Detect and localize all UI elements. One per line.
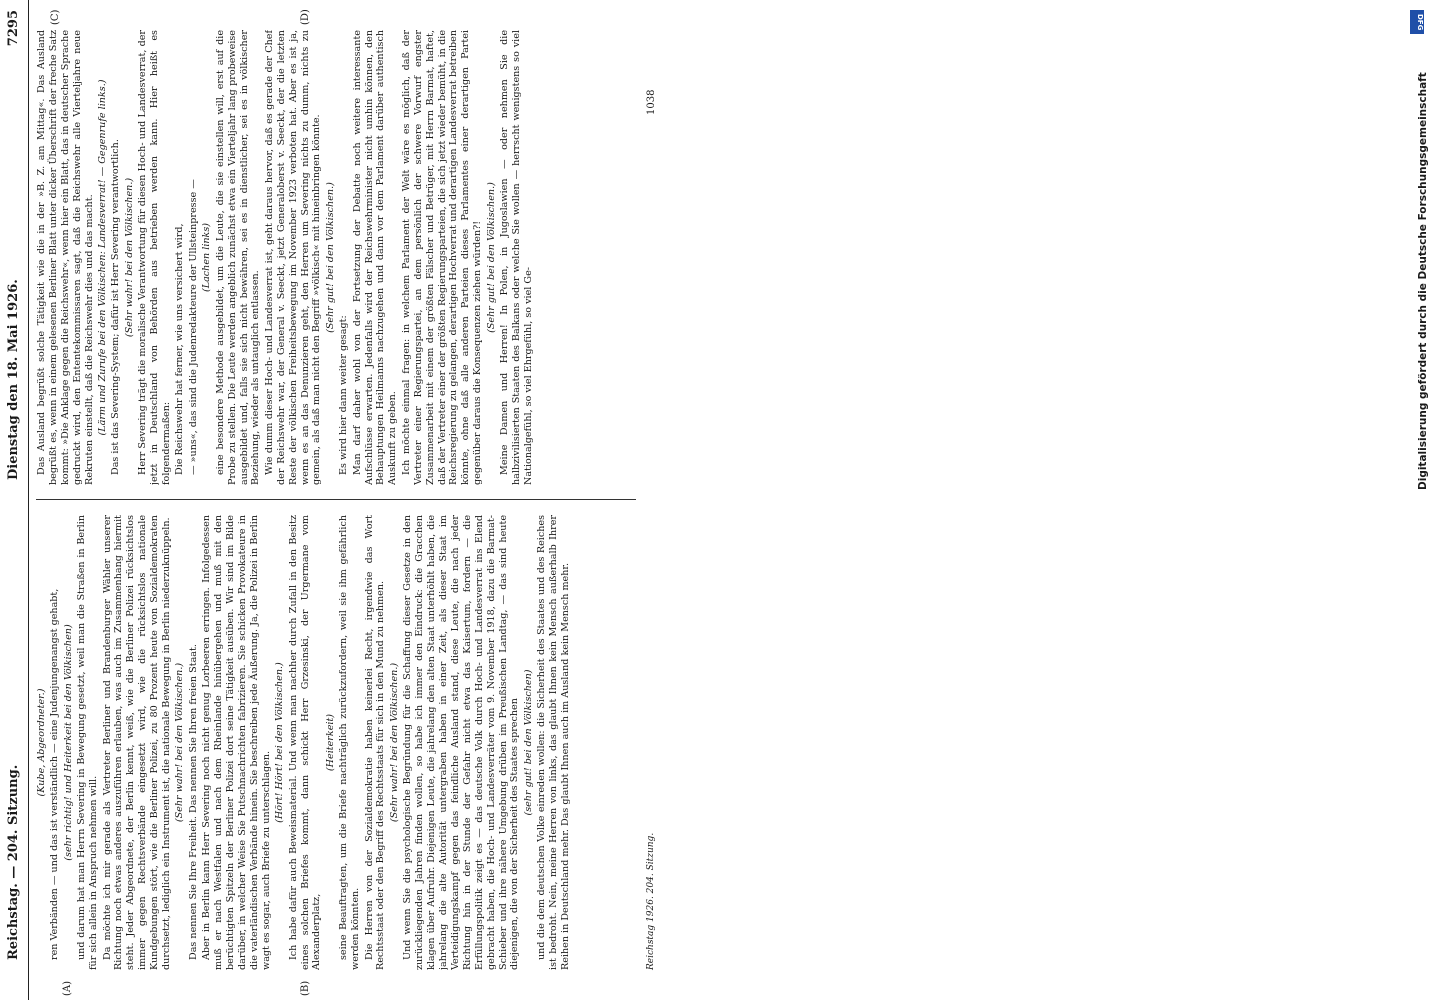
paragraph: (Sehr wahr! bei den Völkischen.) (174, 662, 186, 823)
paragraph: (Hört! Hört! bei den Völkischen.) (274, 662, 286, 823)
column-divider (36, 499, 636, 500)
paragraph: (Lachen links) (201, 222, 213, 293)
paragraph: Und wenn Sie die psychologische Begründung für die Schaffung dieser Gesetze in den zurückliegenden Jahren finden wollen, so habe ich immer den Eindruck: die Gracchen klagen über Aufruhr. Diejenigen Leute, die jahrelang den alten Staat unterhöhlt haben, die jahrelang die alte Autorität untergraben haben in einer Zeit, als dieser Staat im Verteidigungskampf gegen das feindliche Ausland stand, diese Leute, die nach jeder Richtung hin in der Stunde der Gefahr nicht etwa das Kaisertum, fordern — die Erfüllungspolitik zeigt es — das deutsche Volk durch Hoch- und Landesverrat ins Elend gebracht haben, die Hoch- und Landesverräter vom 9. November 1918, dazu die Barmat-Schieber und ihre nähere Umgebung drüben im Preußischen Landtag, — das sind heute diejenigen, die von der Sicherheit des Staates sprechen (402, 515, 521, 970)
left-column (36, 515, 636, 970)
paragraph: Ich möchte einmal fragen: in welchem Parlament der Welt wäre es möglich, daß der Vertreter einer Regierungspartei, an dem persönlich der schwere Vorwurf engster Zusammenarbeit mit einem der größten Fälscher und Betrüger, mit Herrn Barmat, haftet, daß der Vertreter einer der größten Regierungsparteien, die sich jetzt wieder bemüht, in die Reichsregierung zu gelangen, derartigen Hochverrat und derartigen Landesverrat betreiben könnte, ohne daß alle anderen Parteien dieses Parlamentes einer derartigen Partei gegenüber daraus die Konsequenzen ziehen würden?! (400, 30, 484, 485)
paragraph: (sehr richtig! und Heiterkeit bei den Völkischen) (62, 624, 74, 861)
paragraph: (Sehr wahr! bei den Völkischen.) (123, 177, 135, 338)
paragraph: (sehr gut! bei den Völkischen) (522, 669, 534, 816)
dfg-note: Digitalisierung gefördert durch die Deutsche Forschungsgemeinschaft (1417, 72, 1429, 490)
paragraph: seine Beauftragten, um die Briefe nachträglich zurückzufordern, weil sie ihm gefährlich werden könnten. (338, 515, 362, 970)
margin-letter-a: (A) (62, 980, 73, 996)
paragraph: und die dem deutschen Volke einreden wollen: die Sicherheit des Staates und des Reiches ist bedroht. Nein, meine Herren von links, das glaubt Ihnen kein Mensch außerhalb Ihrer Reihen in Deutschland mehr. Das glaubt Ihnen auch im Ausland kein Mensch mehr. (536, 515, 572, 970)
dfg-sidebar (1402, 10, 1432, 990)
paragraph: Das Ausland begrüßt solche Tätigkeit wie die in der »B. Z. am Mittag«. Das Ausland begrüßt es, wenn in einem gelesenen Berliner Blatt unter dicker Überschrift der freche Satz kommt: »Die Anklage gegen die Reichswehr«, wenn hier ein Blatt, das in deutscher Sprache gedruckt wird, den Ententekommissaren sagt, daß die Reichswehr alle Vierteljahre neue Rekruten einstellt, daß die Reichswehr dies und das macht. (36, 30, 95, 485)
paragraph: (Sehr gut! bei den Völkischen.) (324, 182, 336, 333)
paragraph: Das nennen Sie Ihre Freiheit. Das nennen Sie Ihren freien Staat. (187, 644, 199, 960)
right-column (36, 30, 636, 485)
paragraph: (Heiterkeit) (324, 713, 336, 772)
paragraph: (Kube, Abgeordneter.) (36, 688, 47, 797)
paragraph: eine besondere Methode ausgebildet, um die Leute, die sie einstellen will, erst auf die Probe zu stellen. Die Leute werden angeblich zunächst etwa ein Vierteljahr lang probeweise ausgebildet und, falls sie sich nicht bewähren, sei es in dienstlicher, sei es in völkischer Beziehung, wieder als untauglich entlassen. (214, 30, 262, 485)
paragraph: Wie dumm dieser Hoch- und Landesverrat ist, geht daraus hervor, daß es gerade der Chef der Reichswehr war, der General v. Seeckt, jetzt Generaloberst v. Seeckt, der die letzten Reste der völkischen Freiheitsbewegung im November 1923 verboten hat. Aber es ist ja, wenn es an das Denunzieren geht, den Herren um Severing nichts zu dumm, nichts zu gemein, als daß man nicht den Begriff »völkisch« mit hineinbringen könnte. (263, 30, 323, 485)
paragraph: Die Reichswehr hat ferner, wie uns versichert wird, (174, 223, 186, 475)
page-header (0, 0, 28, 1000)
paragraph: Herr Severing trägt die moralische Verantwortung für diesen Hoch- und Landesverrat, der jetzt in Deutschland von Behörden aus betrieben werden kann. Hier heißt es folgendermaßen: (137, 30, 173, 485)
paragraph: Es wird hier dann weiter gesagt: (338, 315, 350, 475)
margin-letter-c: (C) (50, 9, 61, 25)
footer-number: 1038 (646, 89, 657, 115)
paragraph: (Sehr gut! bei den Völkischen.) (485, 182, 497, 333)
header-rule (28, 0, 29, 1000)
footer-left: Reichstag 1926. 204. Sitzung. (646, 832, 656, 970)
header-page-number: 7295 (6, 10, 21, 47)
dfg-logo: DFG (1410, 10, 1424, 34)
paragraph: Da möchte ich mir gerade als Vertreter Berliner und Brandenburger Wähler unserer Richtung noch etwas anderes auszuführen erlauben, was auch im Zusammenhang hiermit steht. Jeder Abgeordnete, der Berlin kennt, weiß, wie die Berliner Polizei rücksichtslos immer gegen Rechtsverbände eingesetzt wird, wie die rücksichtslos nationale Kundgebungen stört, wie die Berliner Polizei, zu 80 Prozent heute von Sozialdemokraten durchsetzt, lediglich ein Instrument ist, die nationale Bewegung in Berlin niederzuknüppeln. (101, 515, 173, 970)
paragraph: (Sehr wahr! bei den Völkischen.) (388, 662, 400, 823)
paragraph: Man darf daher wohl von der Fortsetzung der Debatte noch weitere interessante Aufschlüsse erwarten. Jedenfalls wird der Reichswehrminister nicht umhin können, den Behauptungen Heilmanns nachzugehen und dann vor dem Parlament darüber authentisch Auskunft zu geben. (351, 30, 399, 485)
paragraph: ren Verbänden — und das ist verständlich — eine Judenjungenangst gehabt, (49, 588, 61, 960)
header-center: Dienstag den 18. Mai 1926. (6, 279, 21, 480)
paragraph: Die Herren von der Sozialdemokratie haben keinerlei Recht, irgendwie das Wort Rechtsstaat oder den Begriff des Rechtsstaats für sich in den Mund zu nehmen. (363, 515, 387, 970)
paragraph: (Lärm und Zurufe bei den Völkischen: Landesverrat! — Gegenrufe links.) (97, 79, 109, 436)
paragraph: — »uns«, das sind die Judenredakteure der Ullsteinpresse — (187, 179, 199, 475)
paragraph: Ich habe dafür auch Beweismaterial. Und wenn man nachher durch Zufall in den Besitz eines solchen Briefes kommt, dann schickt Herr Grzesinski, der Urgermane vom Alexanderplatz, (287, 515, 323, 970)
margin-letter-b: (B) (300, 980, 311, 996)
paragraph: und darum hat man Herrn Severing in Bewegung gesetzt, weil man die Straßen in Berlin für sich allein in Anspruch nehmen will. (76, 515, 100, 970)
paragraph: Meine Damen und Herren! In Polen, in Jugoslawien — oder nehmen Sie die halbzivilisierten Staaten des Balkans oder welche Sie wollen — herrscht wenigstens so viel Nationalgefühl, so viel Ehrgefühl, so viel Ge- (499, 30, 534, 485)
paragraph: Aber in Berlin kann Herr Severing noch nicht genug Lorbeeren erringen. Infolgedessen muß er nach Westfalen und nach dem Rheinlande hinübergehen und muß mit den berüchtigten Spitzeln der Berliner Polizei dort seine Tätigkeit ausüben. Wir sind im Bilde darüber, in welcher Weise Sie Putschnachrichten fabrizieren. Sie schicken Provokateure in die vaterländischen Verbände hinein. Sie beschreiben jede Äußerung. Ja, die Polizei in Berlin wagt es sogar, auch Briefe zu unterschlagen. (201, 515, 272, 970)
rotated-page-content (0, 0, 670, 1000)
header-left: Reichstag. — 204. Sitzung. (6, 764, 21, 960)
margin-letter-d: (D) (300, 9, 311, 25)
paragraph: Das ist das Severing-System; dafür ist Herr Severing verantwortlich. (110, 139, 122, 475)
